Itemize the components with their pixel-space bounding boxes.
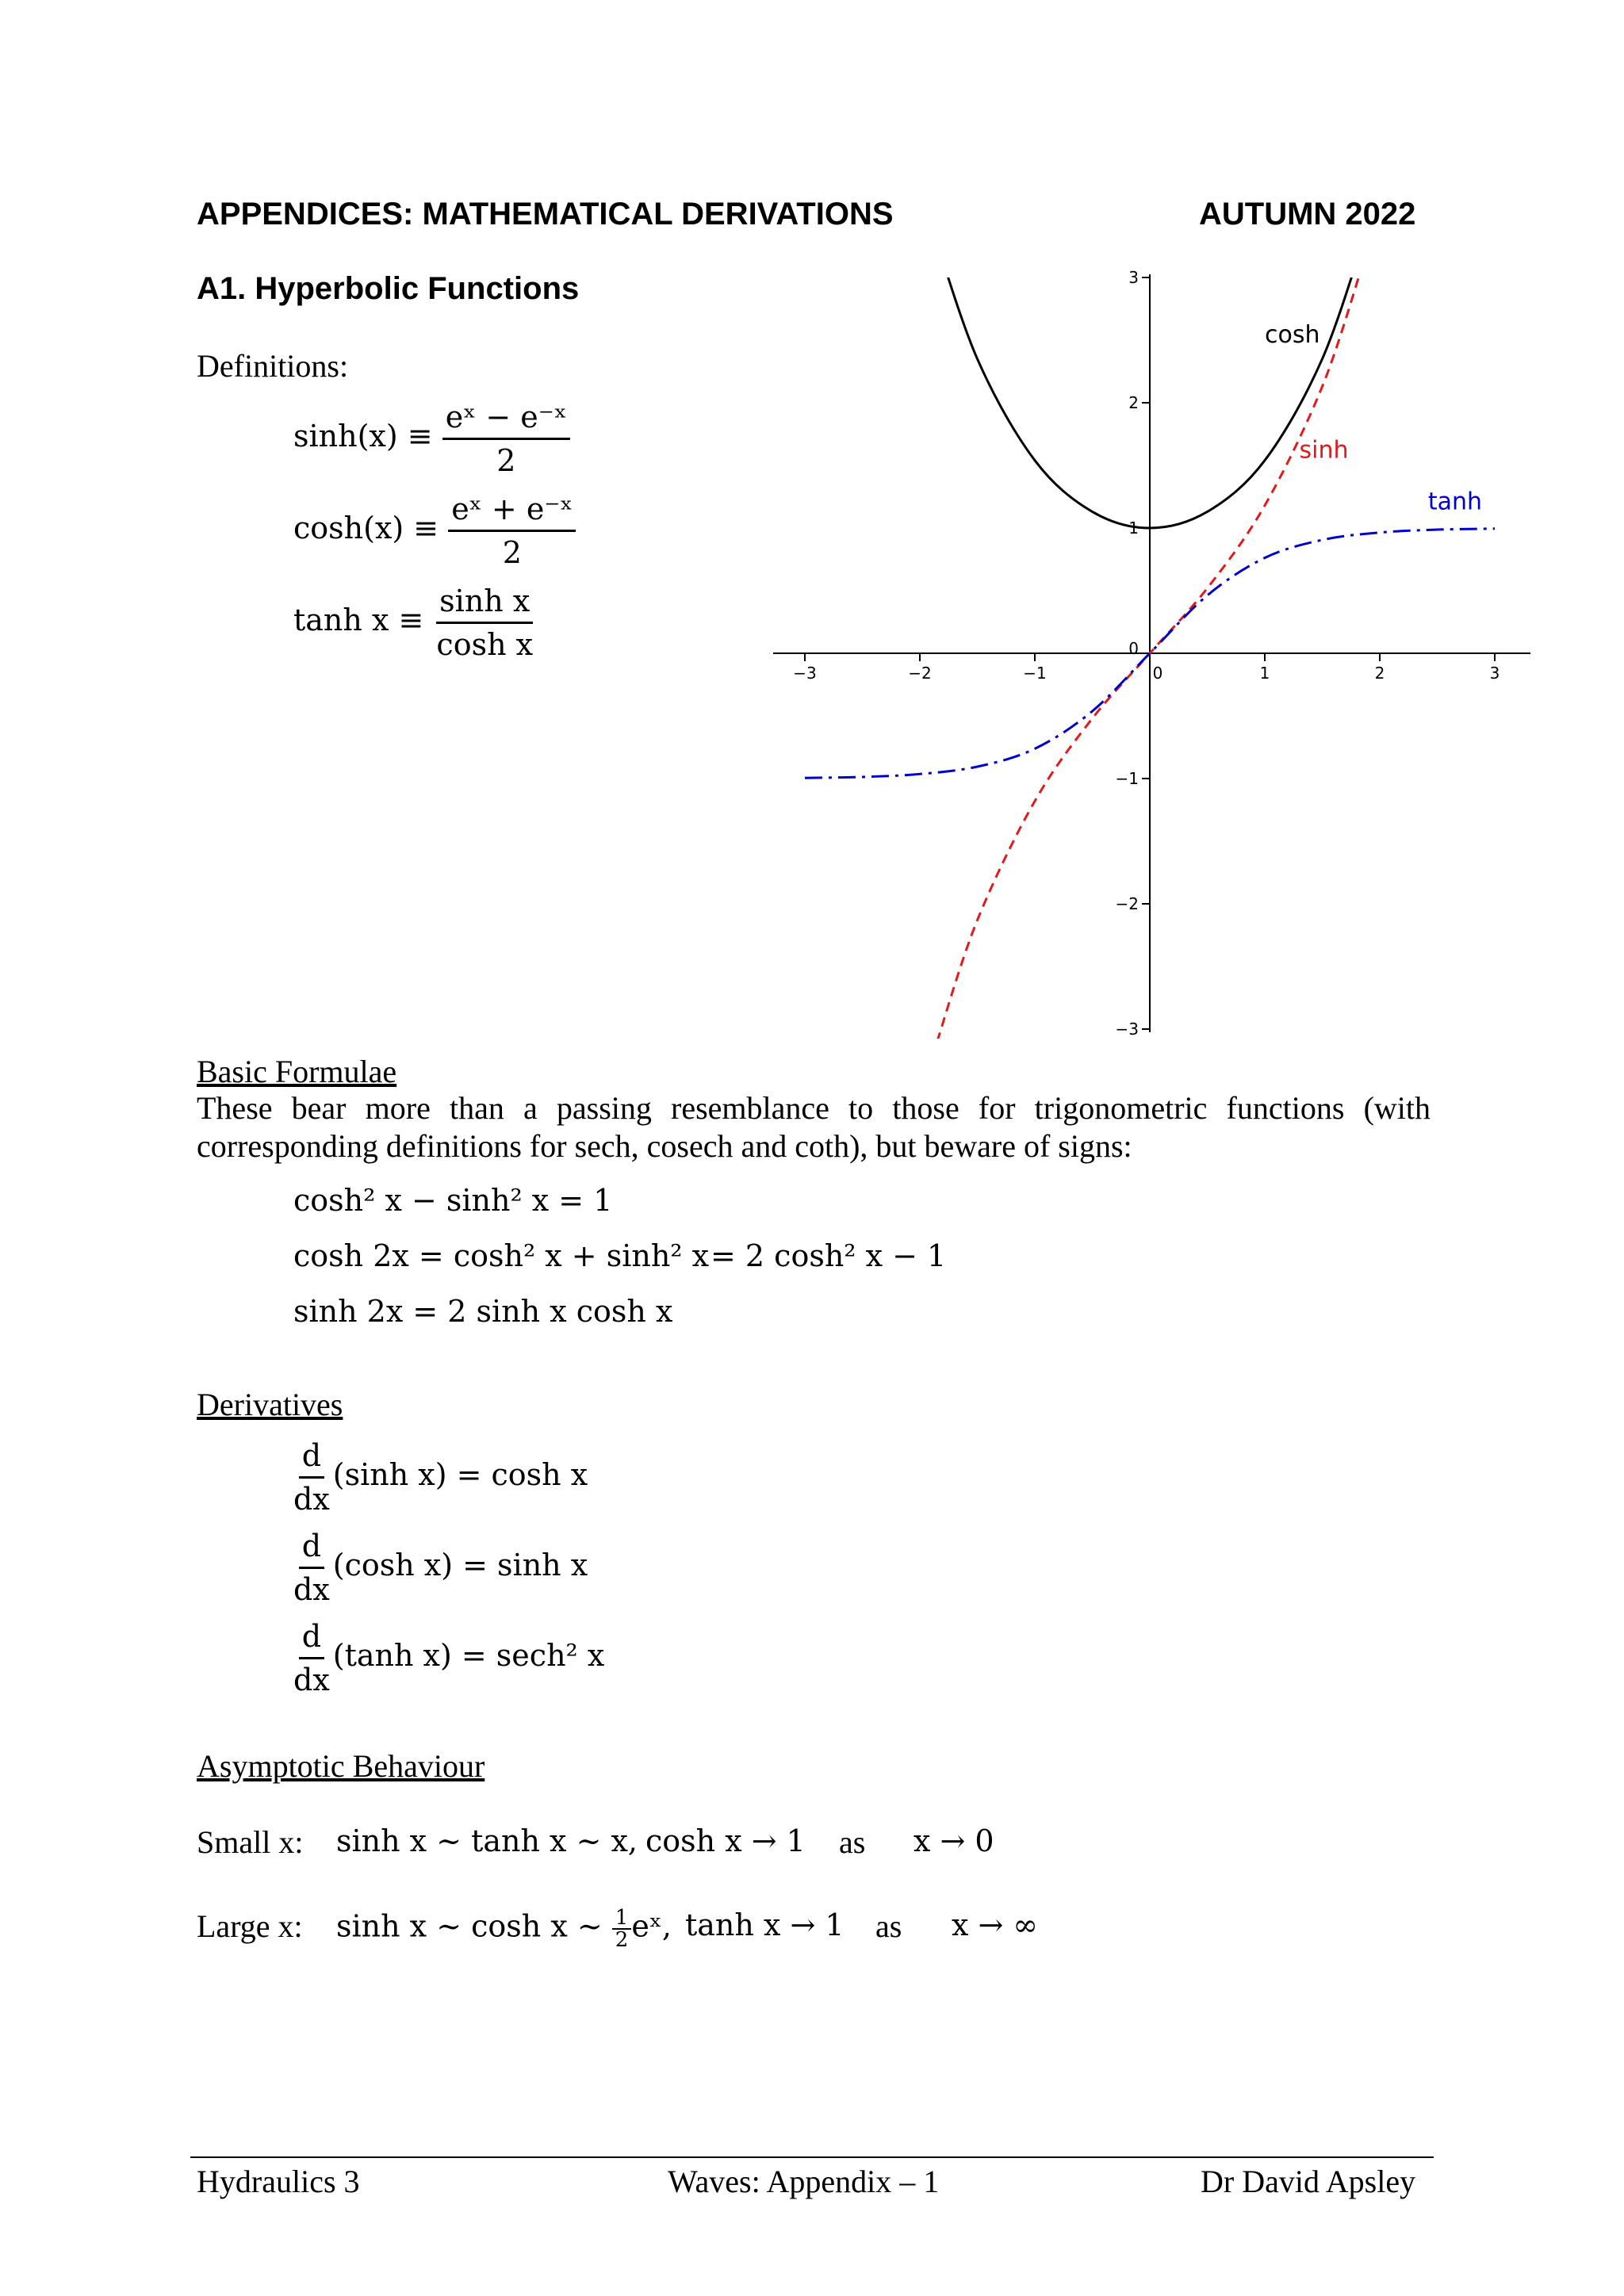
large-x-expr-text: sinh x ~ cosh x ~: [336, 1908, 603, 1944]
y-tick-label: −1: [1115, 769, 1139, 788]
derivative-cosh: [290, 1525, 588, 1610]
d-dx-fraction: [290, 1435, 333, 1520]
d-dx-fraction: [290, 1616, 333, 1701]
y-tick-label: 1: [1128, 519, 1139, 538]
formula-cosh2x-a: cosh 2x = cosh² x + sinh² x: [293, 1238, 710, 1273]
chart-annotations: [1265, 321, 1482, 515]
dx-denominator: dx: [293, 1572, 330, 1607]
asymptotic-heading: Asymptotic Behaviour: [197, 1748, 485, 1784]
d-numerator: d: [299, 1435, 324, 1479]
x-tick-label: 1: [1259, 664, 1270, 683]
definitions-label: Definitions:: [197, 348, 349, 384]
page-header-left: APPENDICES: MATHEMATICAL DERIVATIONS: [197, 197, 894, 232]
cosh-def-numerator: eˣ + e⁻ˣ: [448, 488, 576, 532]
derivative-sinh-rhs: (sinh x) = cosh x: [332, 1457, 588, 1492]
formula-cosh2x-b: = 2 cosh² x − 1: [710, 1238, 947, 1273]
cosh-def-lhs: cosh(x) ≡: [293, 511, 439, 545]
tanh-definition: [293, 580, 536, 665]
cosh-definition: [293, 488, 576, 573]
large-x-limit: x → ∞: [952, 1908, 1039, 1942]
x-tick-label: −3: [793, 664, 817, 683]
large-x-exponential: eˣ,: [631, 1908, 672, 1944]
derivative-tanh-rhs: (tanh x) = sech² x: [332, 1638, 605, 1673]
sinh-def-numerator: eˣ − e⁻ˣ: [442, 396, 570, 440]
page-header-right: AUTUMN 2022: [1199, 197, 1416, 232]
sinh-def-denominator: 2: [496, 443, 516, 478]
x-tick-label: −2: [908, 664, 932, 683]
footer-rule: [190, 2156, 1434, 2158]
y-tick-label: 0: [1128, 639, 1139, 658]
chart-axes: [773, 268, 1530, 1039]
basic-formulae-heading: Basic Formulae: [197, 1054, 397, 1089]
y-tick-label: −2: [1115, 894, 1139, 913]
derivative-cosh-rhs: (cosh x) = sinh x: [332, 1548, 588, 1582]
sinh-definition: [293, 396, 570, 481]
tanh-def-denominator: cosh x: [436, 627, 534, 662]
tanh-def-fraction: [433, 580, 536, 665]
footer-right: Dr David Apsley: [1201, 2164, 1416, 2199]
one-half-numerator: 1: [612, 1908, 632, 1930]
small-x-as: as: [839, 1824, 866, 1860]
small-x-cosh-limit: cosh x → 1: [645, 1823, 806, 1858]
d-numerator: d: [299, 1616, 324, 1659]
y-tick-label: 3: [1128, 268, 1139, 287]
derivative-tanh: [290, 1616, 604, 1701]
sinh-def-fraction: [442, 396, 570, 481]
formula-identity: cosh² x − sinh² x = 1: [293, 1183, 613, 1218]
large-x-label: Large x:: [197, 1908, 303, 1944]
small-x-label: Small x:: [197, 1824, 304, 1860]
tanh-def-lhs: tanh x ≡: [293, 603, 424, 637]
derivative-sinh: [290, 1435, 588, 1520]
hyperbolic-functions-chart: [761, 262, 1538, 1039]
y-tick-label: −3: [1115, 1020, 1139, 1039]
one-half-denominator: 2: [615, 1928, 629, 1952]
one-half-fraction: [612, 1908, 632, 1950]
footer-center: Waves: Appendix – 1: [668, 2164, 940, 2199]
dx-denominator: dx: [293, 1482, 330, 1517]
cosh-def-fraction: [448, 488, 576, 573]
dx-denominator: dx: [293, 1663, 330, 1697]
y-tick-label: 2: [1128, 393, 1139, 412]
x-tick-label: −1: [1023, 664, 1047, 683]
large-x-tanh-limit: tanh x → 1: [685, 1908, 845, 1942]
large-x-expression: [336, 1908, 672, 1950]
small-x-limit: x → 0: [914, 1823, 994, 1858]
section-title: A1. Hyperbolic Functions: [197, 271, 580, 306]
footer-left: Hydraulics 3: [197, 2164, 360, 2199]
x-tick-label: 2: [1374, 664, 1385, 683]
annotation-tanh: tanh: [1427, 488, 1483, 516]
small-x-expression: sinh x ~ tanh x ~ x,: [336, 1823, 638, 1858]
formula-sinh2x: sinh 2x = 2 sinh x cosh x: [293, 1294, 673, 1329]
d-dx-fraction: [290, 1525, 333, 1610]
basic-formulae-paragraph: These bear more than a passing resemblance to those for trigonometric functions (with corresponding definitions for sech, cosech and coth), but beware of signs:: [197, 1090, 1431, 1164]
annotation-sinh: sinh: [1299, 436, 1349, 465]
tanh-def-numerator: sinh x: [436, 580, 533, 624]
cosh-def-denominator: 2: [502, 535, 522, 570]
x-tick-label: 0: [1152, 664, 1163, 683]
large-x-as: as: [875, 1908, 902, 1944]
annotation-cosh: cosh: [1265, 321, 1320, 350]
d-numerator: d: [299, 1525, 324, 1569]
x-tick-label: 3: [1489, 664, 1500, 683]
sinh-def-lhs: sinh(x) ≡: [293, 419, 433, 453]
derivatives-heading: Derivatives: [197, 1387, 343, 1422]
